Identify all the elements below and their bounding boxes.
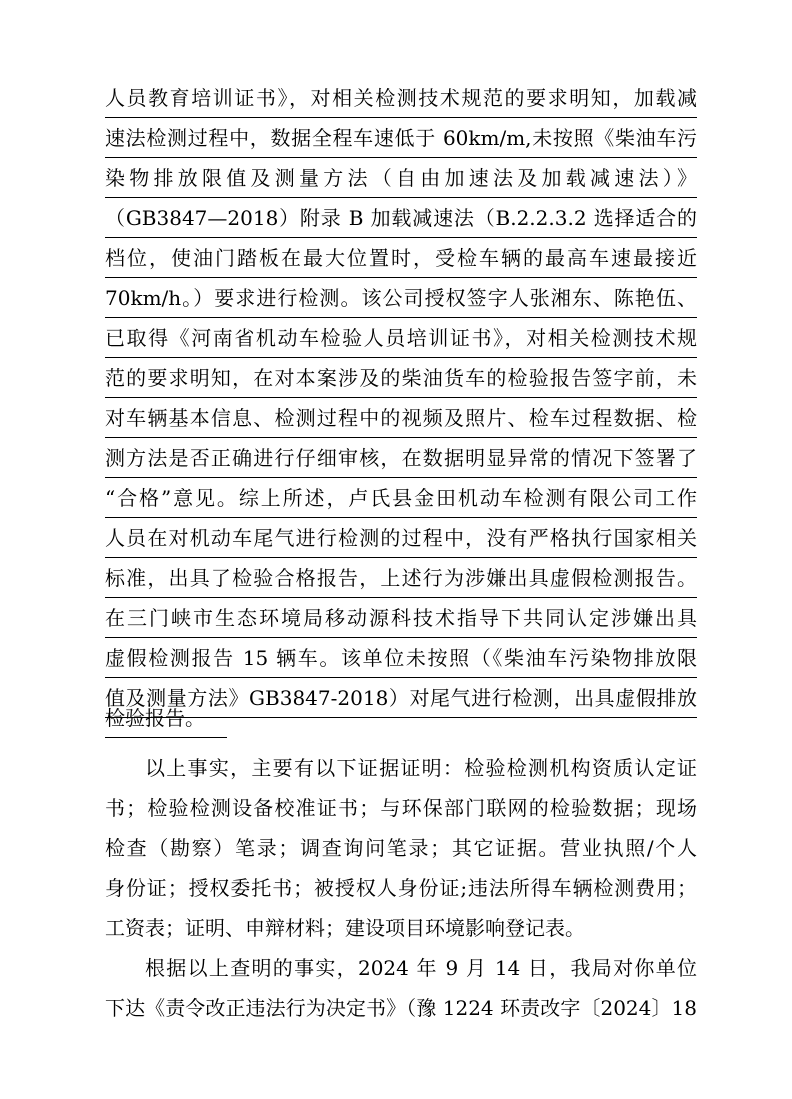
text-line-8: 范的要求明知，在对本案涉及的柴油货车的检验报告签字前，未 bbox=[105, 358, 697, 398]
text-line-17: 检验报告。 bbox=[105, 698, 227, 738]
text-line-4: （GB3847—2018）附录 B 加载减速法（B.2.2.3.2 选择适合的 bbox=[105, 198, 697, 238]
decision-line-2: 下达《责令改正违法行为决定书》（豫 1224 环责改字〔2024〕18 bbox=[105, 996, 697, 1020]
decision-line-1: 根据以上查明的事实，2024 年 9 月 14 日，我局对你单位 bbox=[145, 956, 697, 980]
evidence-line-2: 书；检验检测设备校准证书；与环保部门联网的检验数据；现场 bbox=[105, 796, 697, 820]
text-line-16: 值及测量方法》GB3847-2018）对尾气进行检测，出具虚假排放 bbox=[105, 678, 697, 718]
evidence-line-4: 身份证；授权委托书；被授权人身份证;违法所得车辆检测费用； bbox=[105, 876, 697, 900]
text-line-11: “合格”意见。综上所述，卢氏县金田机动车检测有限公司工作 bbox=[105, 478, 697, 518]
text-line-13: 标准，出具了检验合格报告，上述行为涉嫌出具虚假检测报告。 bbox=[105, 558, 697, 598]
evidence-line-1: 以上事实，主要有以下证据证明：检验检测机构资质认定证 bbox=[145, 756, 697, 780]
text-line-7: 已取得《河南省机动车检验人员培训证书》，对相关检测技术规 bbox=[105, 318, 697, 358]
text-line-9: 对车辆基本信息、检测过程中的视频及照片、检车过程数据、检 bbox=[105, 398, 697, 438]
evidence-line-3: 检查（勘察）笔录；调查询问笔录；其它证据。营业执照/个人 bbox=[105, 836, 697, 860]
text-line-1: 人员教育培训证书》，对相关检测技术规范的要求明知，加载减 bbox=[105, 78, 697, 118]
text-line-15: 虚假检测报告 15 辆车。该单位未按照（《柴油车污染物排放限 bbox=[105, 638, 697, 678]
text-line-10: 测方法是否正确进行仔细审核，在数据明显异常的情况下签署了 bbox=[105, 438, 697, 478]
text-line-5: 档位，使油门踏板在最大位置时，受检车辆的最高车速最接近 bbox=[105, 238, 697, 278]
text-line-6: 70km/h。）要求进行检测。该公司授权签字人张湘东、陈艳伍、 bbox=[105, 278, 697, 318]
text-line-3: 染物排放限值及测量方法（自由加速法及加载减速法）》 bbox=[105, 158, 697, 198]
text-line-2: 速法检测过程中，数据全程车速低于 60km/m,未按照《柴油车污 bbox=[105, 118, 697, 158]
evidence-line-5: 工资表；证明、申辩材料；建设项目环境影响登记表。 bbox=[105, 916, 585, 940]
text-line-12: 人员在对机动车尾气进行检测的过程中，没有严格执行国家相关 bbox=[105, 518, 697, 558]
text-line-14: 在三门峡市生态环境局移动源科技术指导下共同认定涉嫌出具 bbox=[105, 598, 697, 638]
